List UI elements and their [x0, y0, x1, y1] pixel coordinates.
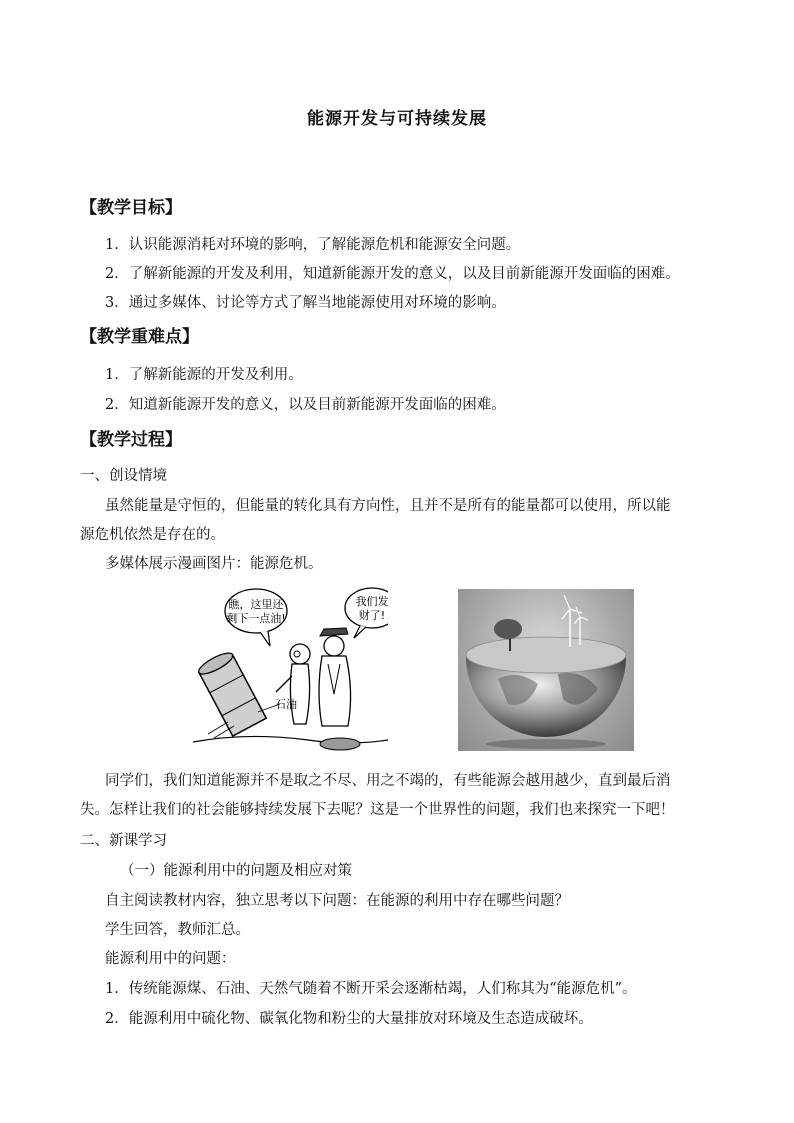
keypoint-item-1: 1．了解新能源的开发及利用。: [105, 367, 303, 383]
document-title: 能源开发与可持续发展: [307, 109, 487, 129]
issue-item-1: 1．传统能源煤、石油、天然气随着不断开采会逐渐枯竭，人们称其为“能源危机”。: [105, 981, 637, 997]
section-heading-process: 【教学过程】: [80, 430, 182, 450]
question-1: 自主阅读教材内容，独立思考以下问题：在能源的利用中存在哪些问题？: [105, 893, 569, 909]
barrel-label: 石油: [275, 698, 297, 711]
section-heading-goals: 【教学目标】: [80, 198, 182, 218]
paragraph-2: 多媒体展示漫画图片：能源危机。: [105, 556, 323, 572]
question-3: 能源利用中的问题：: [105, 951, 236, 967]
earth-windmill-image: [458, 589, 634, 751]
goal-item-1: 1．认识能源消耗对环境的影响，了解能源危机和能源安全问题。: [105, 237, 521, 253]
question-2: 学生回答，教师汇总。: [105, 922, 250, 938]
paragraph-1-line-2: 源危机依然是存在的。: [80, 527, 225, 543]
part1-title: 一、创设情境: [80, 468, 167, 484]
goal-item-2: 2．了解新能源的开发及利用，知道新能源开发的意义，以及目前新能源开发面临的困难。: [105, 266, 680, 282]
paragraph-3-line-1: 同学们，我们知道能源并不是取之不尽、用之不竭的，有些能源会越用越少，直到最后消: [105, 773, 671, 789]
paragraph-3-line-2: 失。怎样让我们的社会能够持续发展下去呢？这是一个世界性的问题，我们也来探究一下吧！: [80, 802, 675, 818]
bubble1-text-line-1: 瞧，这里还: [228, 598, 284, 611]
part2-title: 二、新课学习: [80, 833, 167, 849]
goal-item-3: 3．通过多媒体、讨论等方式了解当地能源使用对环境的影响。: [105, 295, 506, 311]
bubble1-text-line-2: 剩下一点油!: [226, 612, 286, 625]
energy-crisis-comic: [188, 584, 388, 754]
issue-item-2: 2．能源利用中硫化物、碳氧化物和粉尘的大量排放对环境及生态造成破坏。: [105, 1011, 593, 1027]
section-heading-keypoints: 【教学重难点】: [80, 327, 199, 347]
subsection-1-title: （一）能源利用中的问题及相应对策: [120, 863, 352, 879]
bubble2-text-line-1: 我们发: [355, 595, 388, 608]
bubble2-text-line-2: 财了!: [358, 609, 386, 622]
paragraph-1-line-1: 虽然能量是守恒的，但能量的转化具有方向性，且并不是所有的能量都可以使用，所以能: [105, 498, 671, 514]
keypoint-item-2: 2．知道新能源开发的意义，以及目前新能源开发面临的困难。: [105, 397, 506, 413]
